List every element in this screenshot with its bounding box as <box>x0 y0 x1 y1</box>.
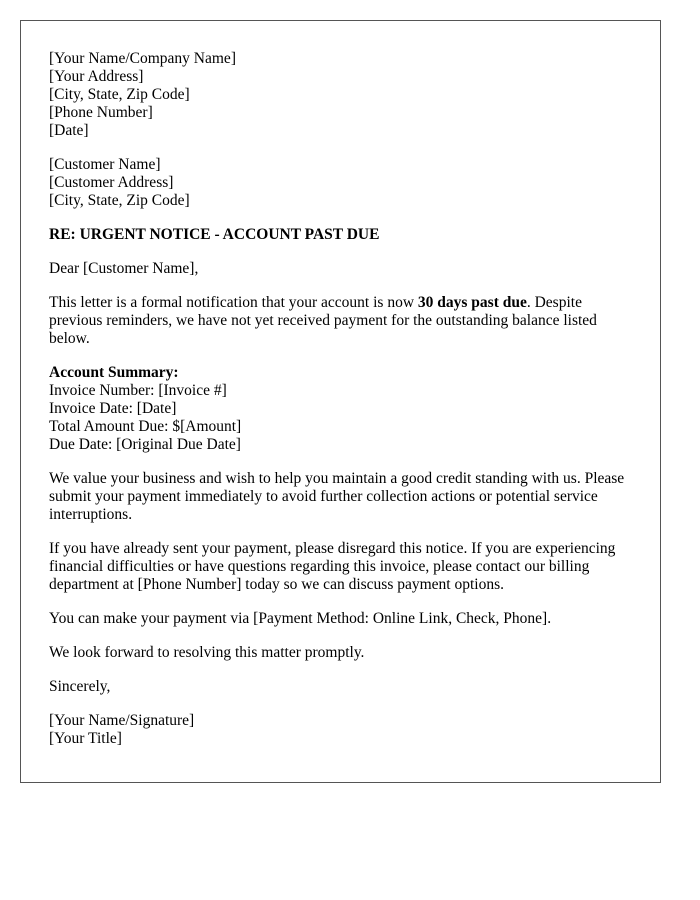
signature-title: [Your Title] <box>49 730 122 747</box>
letter-page <box>20 20 661 783</box>
intro-text-before: This letter is a formal notification that your account is now <box>49 294 418 311</box>
intro-paragraph <box>49 294 632 348</box>
due-date: Due Date: [Original Due Date] <box>49 436 241 453</box>
signature-name: [Your Name/Signature] <box>49 712 195 729</box>
salutation: Dear [Customer Name], <box>49 260 199 277</box>
already-paid-paragraph: If you have already sent your payment, please disregard this notice. If you are experiencing financial difficulties or have questions regarding this invoice, please contact our billing department at [Phone Number] today so we can discuss payment options. <box>49 540 616 593</box>
account-summary-heading: Account Summary: <box>49 364 179 381</box>
total-amount-due: Total Amount Due: $[Amount] <box>49 418 242 435</box>
subject-line: RE: URGENT NOTICE - ACCOUNT PAST DUE <box>49 226 380 243</box>
recipient-block <box>49 156 632 210</box>
account-summary <box>49 364 632 454</box>
recipient-name: [Customer Name] <box>49 156 161 173</box>
closing: Sincerely, <box>49 678 111 695</box>
recipient-city-state-zip: [City, State, Zip Code] <box>49 192 190 209</box>
sender-address: [Your Address] <box>49 68 144 85</box>
letter-date: [Date] <box>49 122 89 139</box>
sender-name: [Your Name/Company Name] <box>49 50 236 67</box>
past-due-emphasis: 30 days past due <box>417 294 527 311</box>
closing-line: We look forward to resolving this matter promptly. <box>49 644 365 661</box>
value-paragraph: We value your business and wish to help you maintain a good credit standing with us. Please submit your payment immediately to avoid further collection actions or potential service interruptions. <box>49 470 625 523</box>
sender-phone: [Phone Number] <box>49 104 153 121</box>
invoice-date: Invoice Date: [Date] <box>49 400 177 417</box>
payment-method-paragraph: You can make your payment via [Payment Method: Online Link, Check, Phone]. <box>49 610 552 627</box>
sender-block <box>49 50 632 140</box>
intro-text-after: . Despite previous reminders, we have not yet received payment for the outstanding balance listed below. <box>49 294 597 347</box>
sender-city-state-zip: [City, State, Zip Code] <box>49 86 190 103</box>
signature-block <box>49 712 632 748</box>
invoice-number: Invoice Number: [Invoice #] <box>49 382 227 399</box>
recipient-address: [Customer Address] <box>49 174 174 191</box>
